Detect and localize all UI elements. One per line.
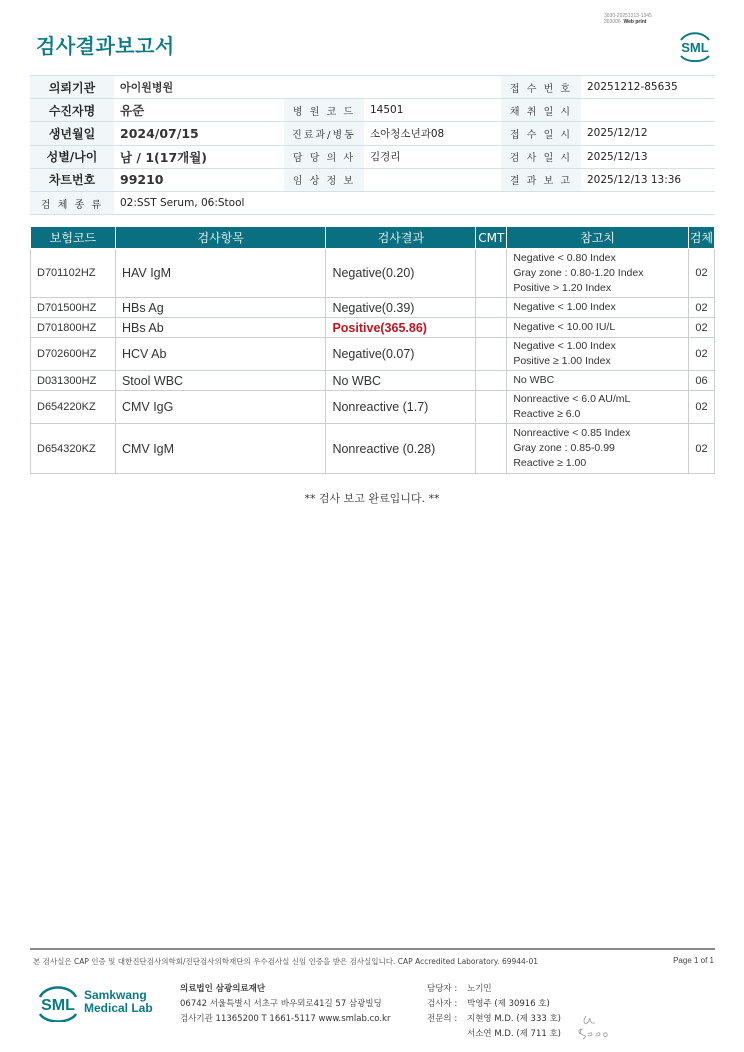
- test-result: No WBC: [326, 371, 476, 391]
- signature-icon: [576, 1012, 610, 1042]
- svg-text:SML: SML: [681, 40, 709, 55]
- org-contact: 검사기관 11365200 T 1661-5117 www.smlab.co.kr: [180, 1014, 391, 1024]
- info-label: 수진자명: [30, 99, 114, 122]
- test-code: D031300HZ: [31, 371, 116, 391]
- test-code: D701500HZ: [31, 298, 116, 318]
- specimen-code: 02: [688, 298, 714, 318]
- test-result: Nonreactive (0.28): [326, 424, 476, 474]
- info-label: [284, 76, 364, 99]
- reference-range: Negative < 10.00 IU/L: [507, 318, 689, 338]
- staff-row: [427, 982, 561, 997]
- staff-role: 담당자 :: [427, 984, 458, 994]
- sml-logo-icon: [676, 28, 714, 62]
- test-code: D654220KZ: [31, 391, 116, 424]
- test-code: D702600HZ: [31, 338, 116, 371]
- info-label: 의뢰기관: [30, 76, 114, 99]
- test-item: CMV IgG: [115, 391, 326, 424]
- info-value: 2025/12/13: [581, 145, 715, 168]
- test-result: Nonreactive (1.7): [326, 391, 476, 424]
- staff-name: 박영주 (제 30916 호): [467, 999, 550, 1009]
- reference-range: Negative < 1.00 Index Positive ≥ 1.00 Index: [507, 338, 689, 371]
- info-value: 소아청소년과08: [364, 122, 501, 145]
- staff-name: 노기민: [467, 984, 492, 994]
- specimen-code: 02: [688, 391, 714, 424]
- info-label: 차트번호: [30, 168, 114, 191]
- accreditation-note: 본 검사실은 CAP 인증 및 대한진단검사의학회/진단검사의학재단의 우수검사실 신임 인증을 받은 검사실입니다. CAP Accredited Laboratory. 69944-01: [33, 957, 539, 966]
- info-value: 2025/12/13 13:36: [581, 168, 715, 191]
- web-print-label: Web print: [623, 19, 647, 25]
- info-row: [30, 145, 715, 168]
- test-item: CMV IgM: [115, 424, 326, 474]
- info-label: 접 수 일 시: [501, 122, 581, 145]
- info-value: 2024/07/15: [114, 122, 284, 145]
- test-code: D701800HZ: [31, 318, 116, 338]
- logo-name-line1: Samkwang: [84, 988, 147, 1002]
- info-label: 결 과 보 고: [501, 168, 581, 191]
- info-value: 20251212-85635: [581, 76, 715, 99]
- results-column-header: CMT: [476, 227, 507, 249]
- info-value: 유준: [114, 99, 284, 122]
- svg-text:SML: SML: [41, 997, 75, 1014]
- test-item: HBs Ab: [115, 318, 326, 338]
- specimen-code: 02: [688, 424, 714, 474]
- samkwang-logo-text: [84, 989, 153, 1015]
- info-label: 생년월일: [30, 122, 114, 145]
- test-code: D654320KZ: [31, 424, 116, 474]
- page-number: Page 1 of 1: [673, 956, 714, 965]
- staff-row: [427, 1027, 561, 1042]
- print-code-line2: 303006: [604, 19, 621, 25]
- organization-info: [180, 982, 390, 1027]
- info-label: 진료과/병동: [284, 122, 364, 145]
- test-item: Stool WBC: [115, 371, 326, 391]
- staff-name: 서소연 M.D. (제 711 호): [467, 1029, 562, 1039]
- test-cmt: [476, 318, 507, 338]
- specimen-code: 02: [688, 338, 714, 371]
- results-column-header: 검사결과: [326, 227, 476, 249]
- result-row: [31, 371, 715, 391]
- info-label: 채 취 일 시: [501, 99, 581, 122]
- reference-range: Negative < 1.00 Index: [507, 298, 689, 318]
- info-value: 99210: [114, 168, 284, 191]
- staff-row: [427, 997, 561, 1012]
- test-result: Positive(365.86): [326, 318, 476, 338]
- result-row: [31, 318, 715, 338]
- specimen-label: 검 체 종 류: [30, 191, 114, 214]
- test-code: D701102HZ: [31, 249, 116, 298]
- test-cmt: [476, 371, 507, 391]
- results-column-header: 검체: [688, 227, 714, 249]
- test-cmt: [476, 298, 507, 318]
- results-column-header: 검사항목: [115, 227, 326, 249]
- test-result: Negative(0.20): [326, 249, 476, 298]
- page-title: 검사결과보고서: [36, 34, 175, 58]
- staff-name: 지현영 M.D. (제 333 호): [467, 1014, 562, 1024]
- patient-info-table: [30, 75, 715, 215]
- test-cmt: [476, 249, 507, 298]
- reference-range: Nonreactive < 0.85 Index Gray zone : 0.85-0.99 Reactive ≥ 1.00: [507, 424, 689, 474]
- test-item: HCV Ab: [115, 338, 326, 371]
- samkwang-logo-icon: [36, 982, 80, 1022]
- test-cmt: [476, 424, 507, 474]
- staff-role: [427, 1027, 467, 1042]
- test-result: Negative(0.39): [326, 298, 476, 318]
- reference-range: Negative < 0.80 Index Gray zone : 0.80-1.20 Index Positive > 1.20 Index: [507, 249, 689, 298]
- specimen-code: 06: [688, 371, 714, 391]
- result-row: [31, 338, 715, 371]
- print-code-line1: 3030-20251213-1345: [604, 13, 652, 19]
- result-row: [31, 298, 715, 318]
- info-label: 접 수 번 호: [501, 76, 581, 99]
- info-value: 14501: [364, 99, 501, 122]
- org-address: 06742 서울특별시 서초구 바우뫼로41길 57 삼광빌딩: [180, 999, 382, 1009]
- footer-divider: [30, 948, 715, 950]
- test-item: HAV IgM: [115, 249, 326, 298]
- results-column-header: 참고치: [507, 227, 689, 249]
- results-table: [30, 226, 715, 474]
- info-value: 남 / 1(17개월): [114, 145, 284, 168]
- info-value: [581, 99, 715, 122]
- specimen-row: [30, 191, 715, 214]
- info-row: [30, 99, 715, 122]
- specimen-code: 02: [688, 318, 714, 338]
- staff-role: 전문의 :: [427, 1014, 458, 1024]
- reference-range: No WBC: [507, 371, 689, 391]
- reference-range: Nonreactive < 6.0 AU/mL Reactive ≥ 6.0: [507, 391, 689, 424]
- test-cmt: [476, 338, 507, 371]
- info-label: 담 당 의 사: [284, 145, 364, 168]
- logo-name-line2: Medical Lab: [84, 1001, 153, 1015]
- result-row: [31, 249, 715, 298]
- info-value: 김경리: [364, 145, 501, 168]
- staff-role: 검사자 :: [427, 999, 458, 1009]
- print-code: [604, 13, 652, 25]
- info-label: 병 원 코 드: [284, 99, 364, 122]
- info-label: 검 사 일 시: [501, 145, 581, 168]
- staff-row: [427, 1012, 561, 1027]
- info-label: 성별/나이: [30, 145, 114, 168]
- result-row: [31, 391, 715, 424]
- specimen-value: 02:SST Serum, 06:Stool: [114, 191, 715, 214]
- staff-info: [427, 982, 561, 1042]
- org-name: 의료법인 삼광의료재단: [180, 984, 266, 994]
- test-item: HBs Ag: [115, 298, 326, 318]
- result-row: [31, 424, 715, 474]
- info-label: 임 상 정 보: [284, 168, 364, 191]
- info-value: [364, 168, 501, 191]
- info-value: 아이원병원: [114, 76, 284, 99]
- test-cmt: [476, 391, 507, 424]
- info-row: [30, 122, 715, 145]
- info-row: [30, 168, 715, 191]
- results-column-header: 보험코드: [31, 227, 116, 249]
- info-value: 2025/12/12: [581, 122, 715, 145]
- report-complete-text: ** 검사 보고 완료입니다. **: [304, 492, 440, 505]
- info-row: [30, 76, 715, 99]
- test-result: Negative(0.07): [326, 338, 476, 371]
- info-value: [364, 76, 501, 99]
- specimen-code: 02: [688, 249, 714, 298]
